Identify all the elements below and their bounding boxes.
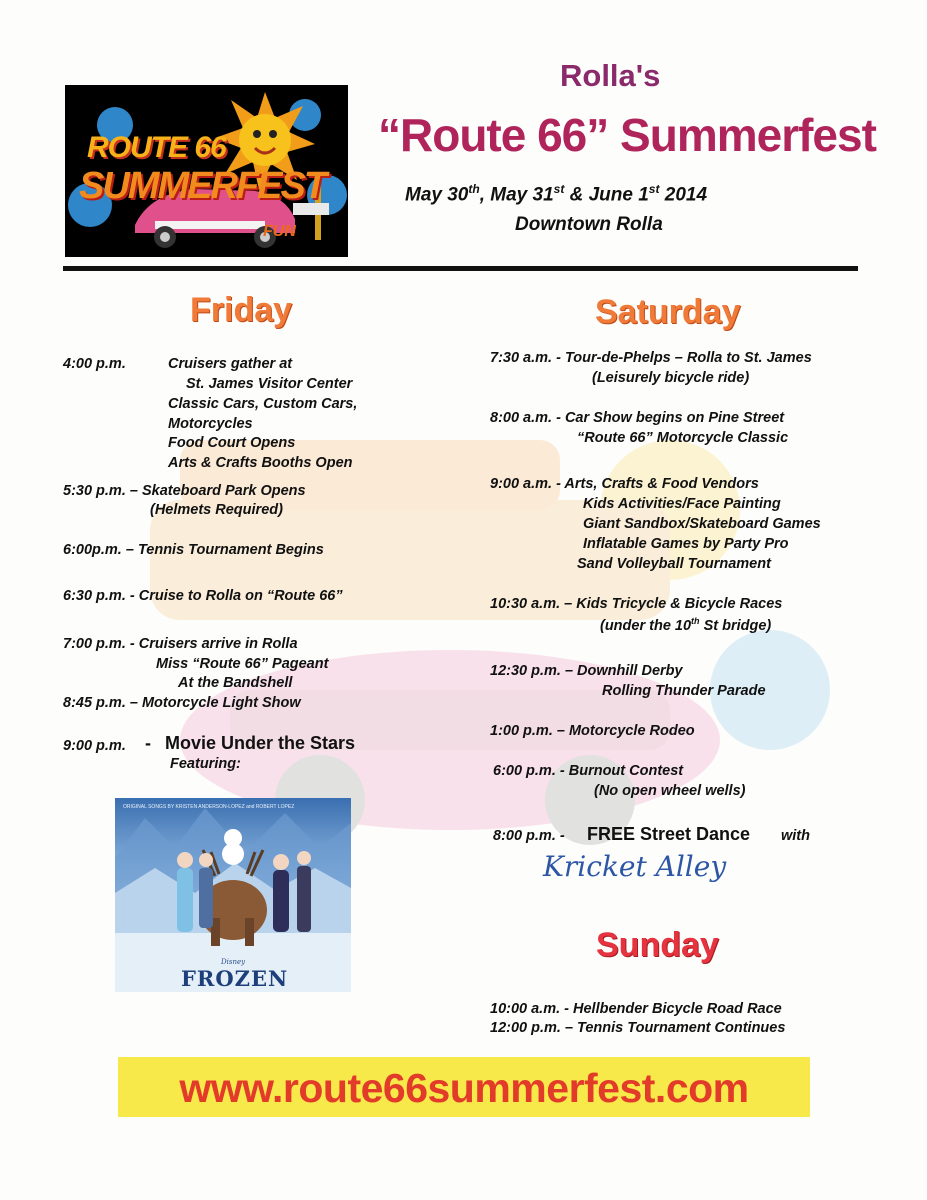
friday-item: Classic Cars, Custom Cars, — [168, 396, 358, 412]
friday-time-1: 4:00 p.m. — [63, 356, 126, 372]
bridge-text-b: St bridge) — [699, 617, 772, 634]
saturday-item: 10:30 a.m. – Kids Tricycle & Bicycle Races — [490, 596, 783, 612]
saturday-item: Sand Volleyball Tournament — [577, 556, 771, 572]
date-3: & June 1 — [564, 184, 649, 206]
friday-item: 8:45 p.m. – Motorcycle Light Show — [63, 695, 301, 711]
sunday-heading: Sunday — [596, 926, 719, 964]
friday-item: St. James Visitor Center — [186, 376, 353, 392]
saturday-item: 9:00 a.m. - Arts, Crafts & Food Vendors — [490, 476, 759, 492]
saturday-item: Inflatable Games by Party Pro — [583, 536, 789, 552]
frozen-poster — [115, 798, 351, 992]
bridge-text-a: (under the 10 — [600, 617, 692, 634]
website-banner — [118, 1057, 810, 1117]
page-title: “Route 66” Summerfest — [378, 109, 876, 161]
bridge-text-sup: th — [691, 616, 700, 626]
friday-time-movie: 9:00 p.m. — [63, 738, 126, 754]
date-3-suffix: st — [648, 182, 660, 196]
saturday-heading: Saturday — [595, 293, 741, 331]
friday-item: 5:30 p.m. – Skateboard Park Opens — [63, 483, 306, 499]
logo-route66-text: ROUTE 66 — [87, 131, 226, 164]
saturday-time-dance: 8:00 p.m. - — [493, 828, 565, 844]
saturday-item: 12:30 p.m. – Downhill Derby — [490, 663, 683, 679]
friday-item: Miss “Route 66” Pageant — [156, 656, 329, 672]
friday-item: Cruisers gather at — [168, 356, 293, 372]
logo-summerfest-text: SUMMERFEST — [79, 165, 325, 207]
summerfest-logo — [65, 85, 348, 257]
saturday-item-bridge — [600, 616, 771, 634]
movie-title-line: Movie Under the Stars — [165, 733, 356, 753]
friday-item: 6:30 p.m. - Cruise to Rolla on “Route 66” — [63, 588, 343, 604]
friday-featuring: Featuring: — [170, 756, 241, 772]
saturday-item: 6:00 p.m. - Burnout Contest — [493, 763, 684, 779]
saturday-item: 1:00 p.m. – Motorcycle Rodeo — [490, 723, 695, 739]
sunday-item: 10:00 a.m. - Hellbender Bicycle Road Race — [490, 1001, 782, 1017]
website-url[interactable]: www.route66summerfest.com — [179, 1065, 749, 1111]
sunday-item: 12:00 p.m. – Tennis Tournament Continues — [490, 1020, 786, 1036]
poster-disney-logo: Disney — [221, 958, 246, 966]
friday-item: (Helmets Required) — [150, 502, 283, 518]
saturday-item: 7:30 a.m. - Tour-de-Phelps – Rolla to St. James — [490, 350, 812, 366]
saturday-item: (No open wheel wells) — [594, 783, 746, 799]
date-1: May 30 — [405, 184, 469, 206]
friday-item: Motorcycles — [168, 416, 253, 432]
friday-item: At the Bandshell — [178, 675, 293, 691]
street-dance-label: FREE Street Dance — [587, 824, 751, 844]
friday-item: Arts & Crafts Booths Open — [168, 455, 353, 471]
title-rollas: Rolla's — [560, 58, 661, 93]
date-2-suffix: st — [553, 182, 565, 196]
friday-heading: Friday — [190, 291, 293, 329]
friday-item: 6:00p.m. – Tennis Tournament Begins — [63, 542, 324, 558]
event-location: Downtown Rolla — [515, 214, 663, 235]
saturday-item: Giant Sandbox/Skateboard Games — [583, 516, 821, 532]
saturday-item: 8:00 a.m. - Car Show begins on Pine Street — [490, 410, 785, 426]
event-dates — [405, 182, 707, 206]
poster-title: FROZEN — [181, 966, 289, 991]
saturday-item: (Leisurely bicycle ride) — [592, 370, 750, 386]
saturday-item: Kids Activities/Face Painting — [583, 496, 781, 512]
logo-fun-text: FUN — [263, 223, 296, 240]
date-2: , May 31 — [479, 184, 554, 206]
date-year: 2014 — [659, 184, 708, 206]
street-dance-with: with — [781, 828, 810, 844]
friday-item: 7:00 p.m. - Cruisers arrive in Rolla — [63, 636, 298, 652]
friday-item: Food Court Opens — [168, 435, 296, 451]
friday-dash: - — [145, 733, 151, 753]
poster-credit-text: ORIGINAL SONGS BY KRISTEN ANDERSON-LOPEZ and ROBERT LOPEZ — [123, 804, 295, 810]
header-divider — [63, 266, 858, 271]
band-name: Kricket Alley — [543, 850, 727, 883]
date-1-suffix: th — [468, 182, 480, 196]
saturday-item: “Route 66” Motorcycle Classic — [577, 430, 789, 446]
saturday-item: Rolling Thunder Parade — [602, 683, 766, 699]
